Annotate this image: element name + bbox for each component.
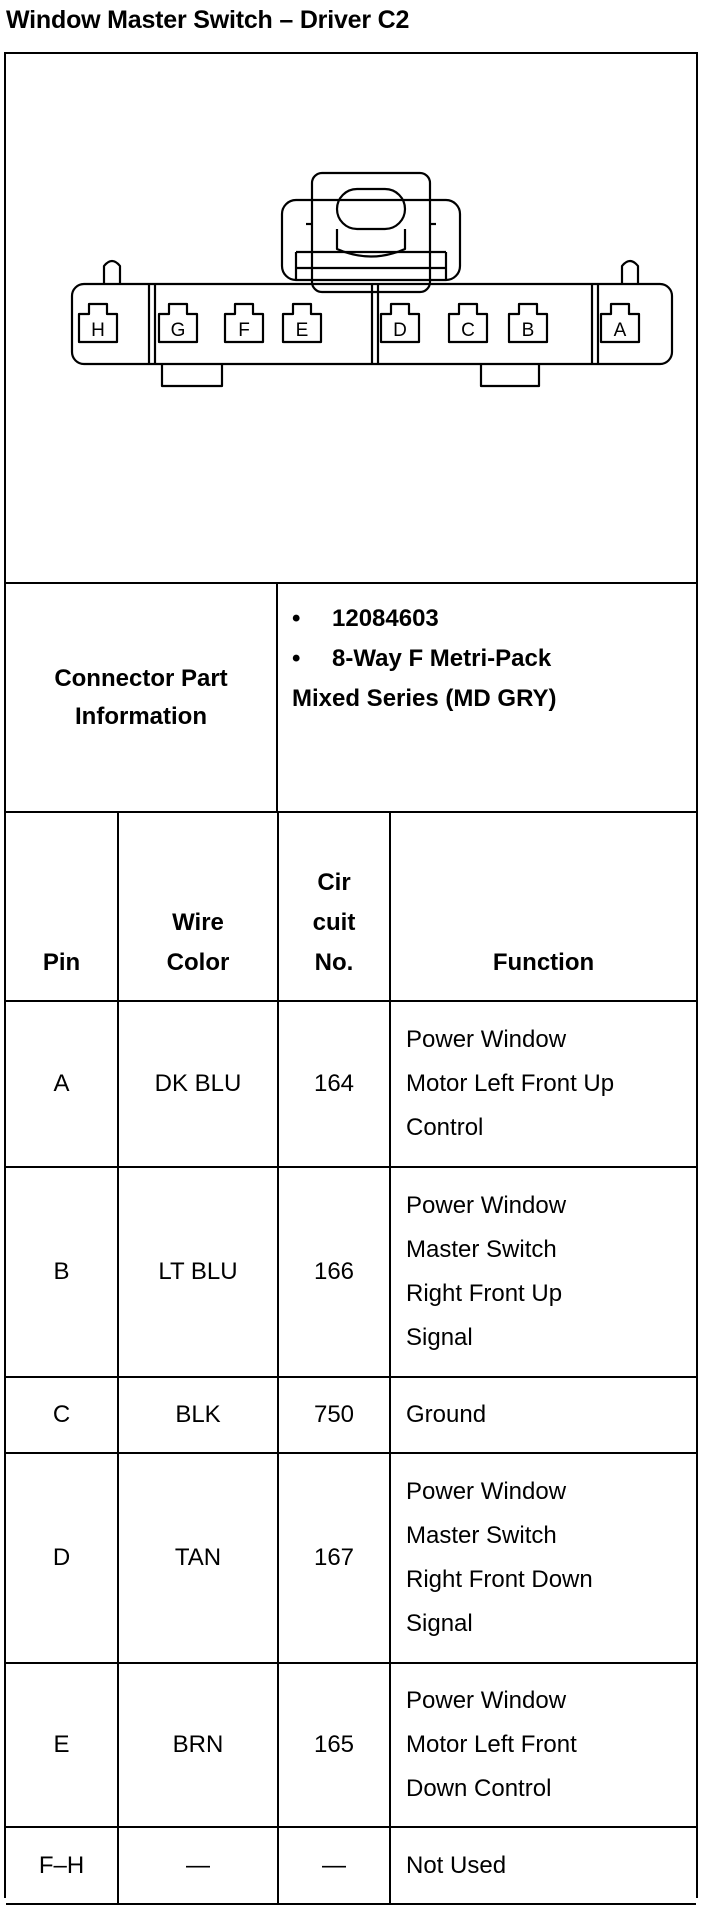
cavity-label: H [91,320,105,341]
circuit-cell: 164 [278,1001,390,1167]
connector-bottom-keys [162,364,539,386]
connector-part-info-list [292,599,692,719]
cavity-a [601,304,639,342]
part-number: 12084603 [332,605,439,632]
pin-cell: A [6,1001,118,1167]
cavity-label: B [521,320,535,341]
cavity-f [225,304,263,342]
pin-cell: D [6,1453,118,1663]
bullet: • [292,605,301,632]
connector-face-diagram [6,54,696,582]
table-row [6,1377,696,1453]
part-number-line [292,599,692,639]
function-cell: Power Window Motor Left Front Up Control [390,1001,696,1167]
circuit-cell: 166 [278,1167,390,1377]
pin-table-header-row [6,813,696,1001]
wire-color-cell: BRN [118,1663,278,1827]
function-cell: Ground [390,1377,696,1453]
cavity-label: G [170,320,186,341]
wire-color-cell: BLK [118,1377,278,1453]
connector-series-line [292,679,692,719]
function-cell: Power Window Master Switch Right Front Down Signal [390,1453,696,1663]
cavity-e [283,304,321,342]
cavity-d [381,304,419,342]
header-function: Function [390,813,696,1001]
circuit-cell: 167 [278,1453,390,1663]
cavity-label: C [461,320,475,341]
circuit-cell: 165 [278,1663,390,1827]
cavity-label: A [613,320,627,341]
pin-table [6,813,696,1905]
cavity-b [509,304,547,342]
header-wire-color: Wire Color [118,813,278,1001]
function-cell: Not Used [390,1827,696,1904]
cavity-label: E [295,320,309,341]
function-cell: Power Window Master Switch Right Front Up Signal [390,1167,696,1377]
connector-family: 8-Way F Metri-Pack [332,645,552,672]
connector-series: Mixed Series (MD GRY) [292,685,557,712]
page-title: Window Master Switch – Driver C2 [6,6,410,34]
wire-color-cell: DK BLU [118,1001,278,1167]
pin-cell: B [6,1167,118,1377]
circuit-cell: 750 [278,1377,390,1453]
cavity-label: F [238,320,250,341]
cavity-label: D [393,320,407,341]
connector-part-info-label: Connector Part Information [6,584,278,811]
bullet: • [292,645,301,672]
function-cell: Power Window Motor Left Front Down Control [390,1663,696,1827]
connector-part-info-row [6,584,696,813]
pin-cell: E [6,1663,118,1827]
table-row [6,1453,696,1663]
connector-diagram-cell [6,54,696,584]
header-pin: Pin [6,813,118,1001]
connector-family-line [292,639,692,679]
table-row [6,1663,696,1827]
header-circuit-no: Cir cuit No. [278,813,390,1001]
table-row [6,1827,696,1904]
wire-color-cell: TAN [118,1453,278,1663]
pin-cell: F–H [6,1827,118,1904]
wire-color-cell: — [118,1827,278,1904]
pin-cell: C [6,1377,118,1453]
cavity-h [79,304,117,342]
circuit-cell: — [278,1827,390,1904]
connector-sheet [4,52,698,1898]
table-row [6,1167,696,1377]
cavity-c [449,304,487,342]
table-row [6,1001,696,1167]
wire-color-cell: LT BLU [118,1167,278,1377]
connector-latch-shape [282,173,460,292]
cavity-g [159,304,197,342]
